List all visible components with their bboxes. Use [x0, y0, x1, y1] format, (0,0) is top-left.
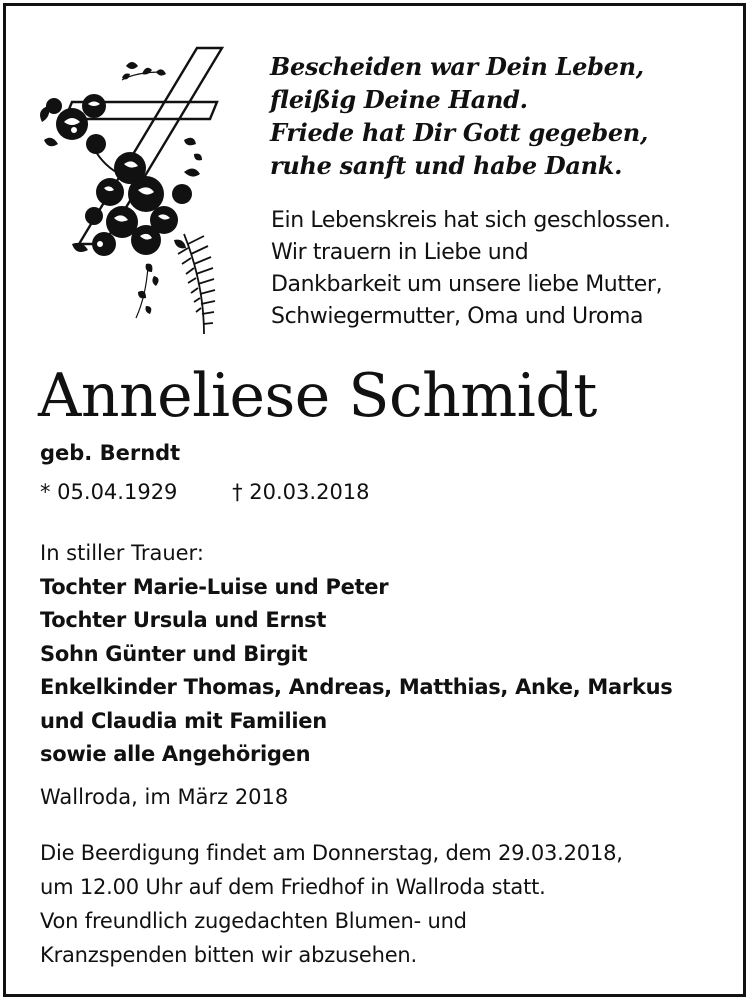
mourner-line: sowie alle Angehörigen — [40, 742, 311, 766]
place-and-date: Wallroda, im März 2018 — [40, 785, 289, 809]
intro-line: Schwiegermutter, Oma und Uroma — [271, 304, 644, 329]
intro-line: Wir trauern in Liebe und — [271, 240, 529, 265]
date-of-birth: * 05.04.1929 — [40, 480, 178, 504]
date-of-death: † 20.03.2018 — [232, 480, 370, 504]
funeral-notice — [40, 836, 740, 972]
intro-line: Dankbarkeit um unsere liebe Mutter, — [271, 272, 663, 297]
intro-text — [271, 205, 731, 333]
verse-line: fleißig Deine Hand. — [270, 85, 528, 114]
mourner-line: Enkelkinder Thomas, Andreas, Matthias, Anke, Markus — [40, 675, 673, 699]
deceased-name: Anneliese Schmidt — [38, 361, 597, 431]
birth-name: geb. Berndt — [40, 441, 181, 465]
mourner-line: Tochter Ursula und Ernst — [40, 608, 327, 632]
mourner-line: Sohn Günter und Birgit — [40, 641, 308, 666]
notice-line: Kranzspenden bitten wir abzusehen. — [40, 943, 418, 967]
mourner-line: Tochter Marie-Luise und Peter — [40, 574, 389, 599]
verse — [270, 50, 730, 182]
notice-line: um 12.00 Uhr auf dem Friedhof in Wallroda statt. — [40, 875, 546, 899]
obituary-frame — [3, 3, 746, 997]
mourners-list — [40, 537, 740, 772]
notice-line: Die Beerdigung findet am Donnerstag, dem 29.03.2018, — [40, 841, 623, 865]
verse-line: Bescheiden war Dein Leben, — [270, 52, 644, 81]
notice-line: Von freundlich zugedachten Blumen- und — [40, 909, 467, 933]
cross-with-roses-icon — [34, 44, 244, 344]
verse-line: Friede hat Dir Gott gegeben, — [270, 118, 649, 147]
verse-line: ruhe sanft und habe Dank. — [270, 151, 623, 180]
life-dates — [40, 480, 540, 504]
mourner-line: und Claudia mit Familien — [40, 708, 327, 733]
intro-line: Ein Lebenskreis hat sich geschlossen. — [271, 208, 671, 233]
mourners-intro: In stiller Trauer: — [40, 541, 204, 565]
